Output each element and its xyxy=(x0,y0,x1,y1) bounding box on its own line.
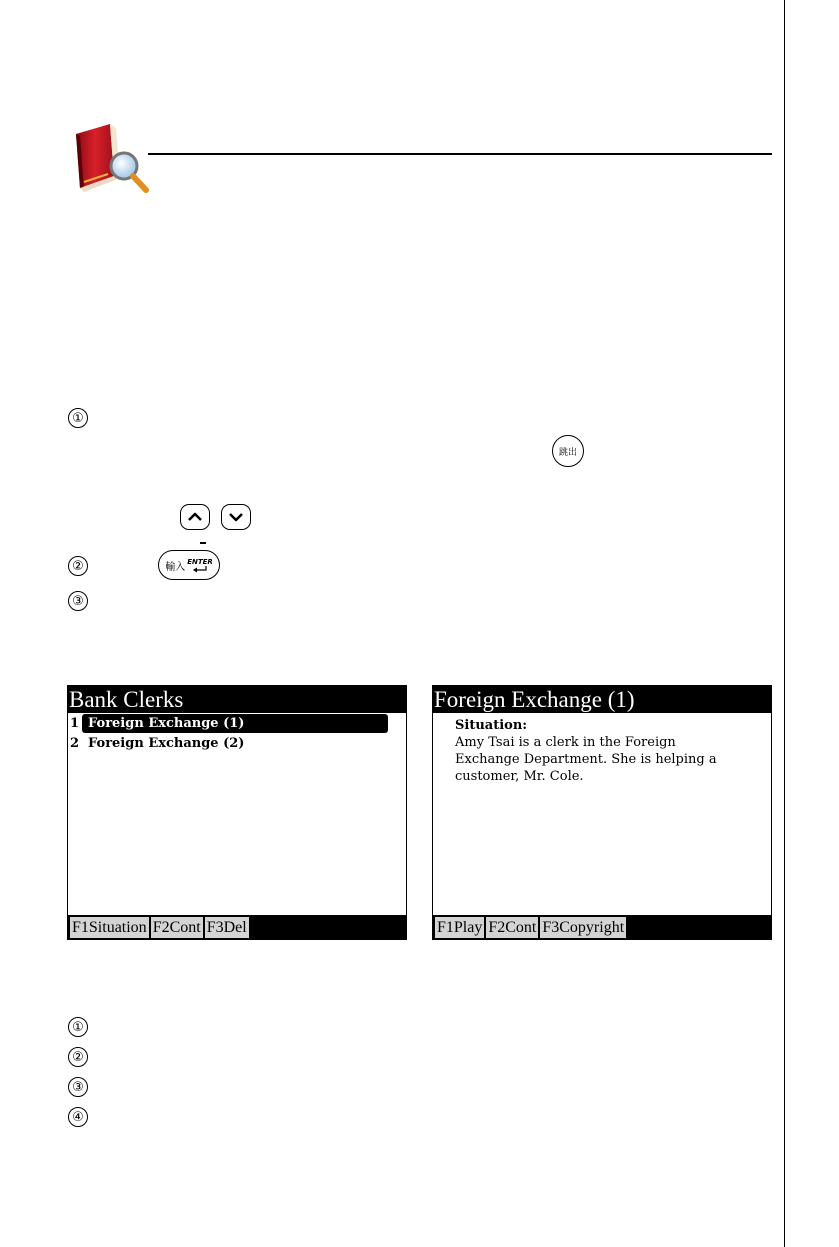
enter-key-sup: ENTER xyxy=(187,557,213,566)
up-key xyxy=(180,504,210,530)
f3-del-key[interactable]: F3Del xyxy=(206,919,247,936)
list-item[interactable] xyxy=(70,734,244,753)
f1-situation-key[interactable]: F1Situation xyxy=(72,919,147,936)
list-item-number: 2 xyxy=(70,736,80,751)
header-rule xyxy=(148,153,772,155)
exit-key: 跳出 xyxy=(552,435,584,467)
step-marker-3: ③ xyxy=(68,591,88,611)
f2-cont-key[interactable]: F2Cont xyxy=(152,919,201,936)
f3-copyright-key[interactable]: F3Copyright xyxy=(542,919,625,936)
screen-body xyxy=(68,713,406,915)
device-screen-list xyxy=(67,685,407,940)
situation-line: Exchange Department. She is helping a xyxy=(455,752,717,767)
situation-line: Amy Tsai is a clerk in the Foreign xyxy=(455,735,676,750)
enter-key-label: 輸入 xyxy=(165,561,186,573)
page-cut-line xyxy=(784,0,785,1247)
f1-play-key[interactable]: F1Play xyxy=(437,919,483,936)
screen-title: Bank Clerks xyxy=(68,686,406,713)
list-item-number: 1 xyxy=(70,716,80,731)
chevron-up-icon xyxy=(188,512,202,522)
situation-heading: Situation: xyxy=(455,718,528,733)
screen-body xyxy=(433,713,771,915)
device-screen-situation xyxy=(432,685,772,940)
step-marker-1: ① xyxy=(68,408,88,428)
chevron-down-icon xyxy=(229,512,243,522)
equals-mark xyxy=(200,542,206,544)
situation-text xyxy=(455,717,755,785)
function-key-bar xyxy=(68,915,406,939)
list-item[interactable] xyxy=(70,714,388,733)
screen-title: Foreign Exchange (1) xyxy=(433,686,771,713)
step-marker-2: ② xyxy=(68,1047,88,1067)
down-key xyxy=(221,504,251,530)
situation-line: customer, Mr. Cole. xyxy=(455,769,584,784)
step-marker-1: ① xyxy=(68,1017,88,1037)
function-key-bar xyxy=(433,915,771,939)
return-arrow-icon xyxy=(192,566,208,573)
step-marker-3: ③ xyxy=(68,1077,88,1097)
book-magnifier-icon xyxy=(70,120,150,195)
enter-key xyxy=(158,550,220,580)
f2-cont-key[interactable]: F2Cont xyxy=(488,919,537,936)
list-item-label: Foreign Exchange (1) xyxy=(82,714,388,733)
step-marker-4: ④ xyxy=(68,1107,88,1127)
step-marker-2: ② xyxy=(68,556,88,576)
list-item-label: Foreign Exchange (2) xyxy=(88,736,245,751)
